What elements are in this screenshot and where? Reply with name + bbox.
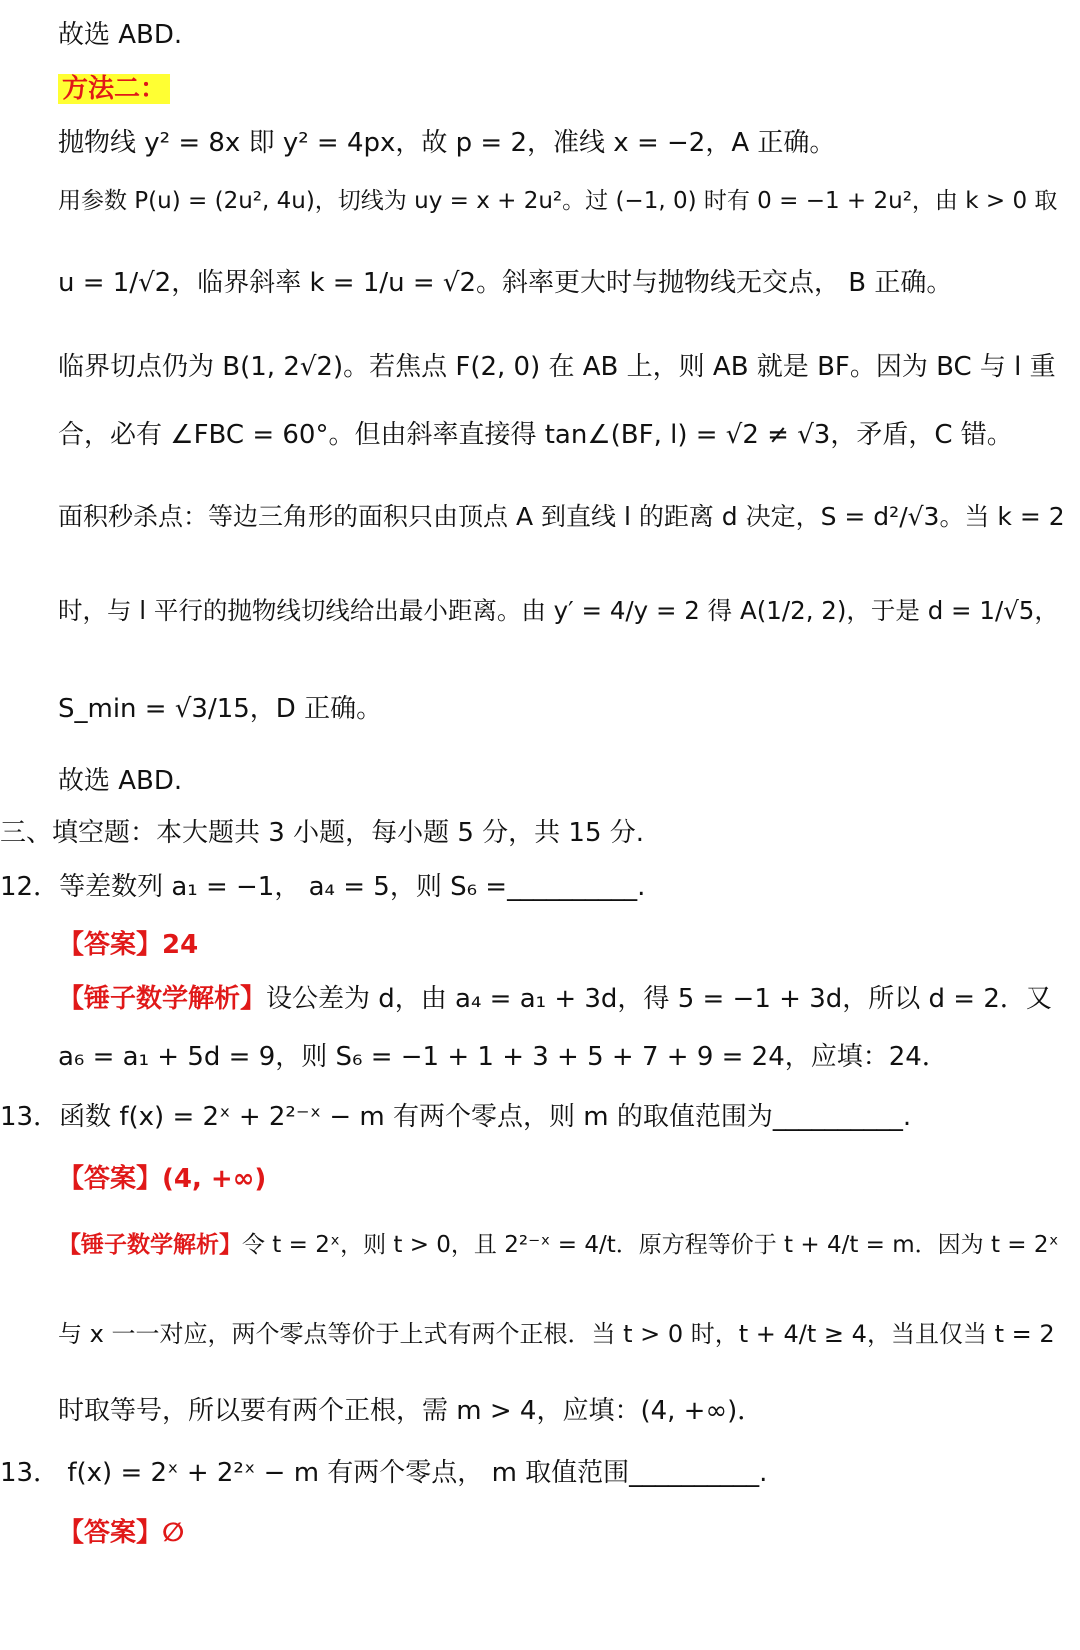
math-text: 用参数 P(u) = (2u², 4u)，切线为 uy = x + 2u²。过 (−1, 0) 时有 0 = −1 + 2u²，由 k > 0 取 <box>58 188 1058 214</box>
text-line-12 <box>0 872 1060 903</box>
text-line-18 <box>58 1232 1060 1260</box>
text-line-6 <box>58 420 1060 451</box>
text-line-13 <box>58 930 1060 961</box>
text-line-2 <box>58 128 1060 159</box>
math-text: 抛物线 y² = 8x 即 y² = 4px，故 p = 2，准线 x = −2，A 正确。 <box>58 128 836 158</box>
body-text: 故选 ABD. <box>58 766 183 796</box>
body-text: 13． f(x) = 2ˣ + 2²ˣ − m 有两个零点， m 取值范围__________. <box>0 1458 768 1488</box>
text-line-22 <box>58 1518 1060 1549</box>
text-line-9 <box>58 694 1060 725</box>
text-line-11 <box>0 818 1060 849</box>
text-line-1 <box>58 74 1060 105</box>
math-text: 合，必有 ∠FBC = 60°。但由斜率直接得 tan∠(BF, l) = √2 ≠ √3，矛盾，C 错。 <box>58 420 1013 450</box>
answer-label: 【答案】24 <box>58 930 199 960</box>
math-text: 时取等号，所以要有两个正根，需 m > 4，应填：(4, +∞)． <box>58 1396 764 1426</box>
text-line-15 <box>58 1042 1060 1073</box>
math-text: 面积秒杀点：等边三角形的面积只由顶点 A 到直线 l 的距离 d 决定，S = d²/√3。当 k = 2 <box>58 502 1065 531</box>
text-line-0 <box>58 20 1060 51</box>
text-line-19 <box>58 1320 1060 1349</box>
method-heading: 方法二： <box>58 74 170 104</box>
math-text: S_min = √3/15，D 正确。 <box>58 694 383 724</box>
body-text: 12．等差数列 a₁ = −1， a₄ = 5，则 S₆ =__________. <box>0 872 646 902</box>
text-line-4 <box>58 268 1060 299</box>
math-text: u = 1/√2，临界斜率 k = 1/u = √2。斜率更大时与抛物线无交点， B 正确。 <box>58 268 953 298</box>
answer-label: 【答案】∅ <box>58 1518 185 1548</box>
body-text: 三、填空题：本大题共 3 小题，每小题 5 分，共 15 分. <box>0 818 645 848</box>
math-text: 临界切点仍为 B(1, 2√2)。若焦点 F(2, 0) 在 AB 上，则 AB 就是 BF。因为 BC 与 l 重 <box>58 352 1056 382</box>
text-line-14 <box>58 984 1060 1015</box>
math-text: a₆ = a₁ + 5d = 9，则 S₆ = −1 + 1 + 3 + 5 + 7 + 9 = 24，应填：24． <box>58 1042 948 1072</box>
body-text: 13．函数 f(x) = 2ˣ + 2²⁻ˣ − m 有两个零点，则 m 的取值范围为__________. <box>0 1102 912 1132</box>
text-line-7 <box>58 502 1065 532</box>
text-line-20 <box>58 1396 1060 1427</box>
text-line-16 <box>0 1102 1060 1133</box>
text-line-5 <box>58 352 1060 383</box>
text-line-3 <box>58 188 1060 216</box>
text-line-21 <box>0 1458 1060 1489</box>
answer-label: 【答案】(4, +∞) <box>58 1164 267 1194</box>
analysis-text: 设公差为 d，由 a₄ = a₁ + 3d，得 5 = −1 + 3d，所以 d = 2．又 <box>266 984 1052 1014</box>
body-text: 故选 ABD. <box>58 20 183 50</box>
text-line-17 <box>58 1164 1060 1195</box>
text-line-8 <box>58 596 1060 625</box>
math-text: 与 x 一一对应，两个零点等价于上式有两个正根．当 t > 0 时，t + 4/t ≥ 4，当且仅当 t = 2 <box>58 1320 1055 1348</box>
analysis-label: 【锤子数学解析】 <box>58 1232 242 1258</box>
math-text: 时，与 l 平行的抛物线切线给出最小距离。由 y′ = 4/y = 2 得 A(1/2, 2)，于是 d = 1/√5， <box>58 596 1059 625</box>
analysis-label: 【锤子数学解析】 <box>58 984 267 1014</box>
text-line-10 <box>58 766 1060 797</box>
analysis-text: 令 t = 2ˣ，则 t > 0，且 2²⁻ˣ = 4/t．原方程等价于 t + 4/t = m．因为 t = 2ˣ <box>242 1232 1059 1258</box>
